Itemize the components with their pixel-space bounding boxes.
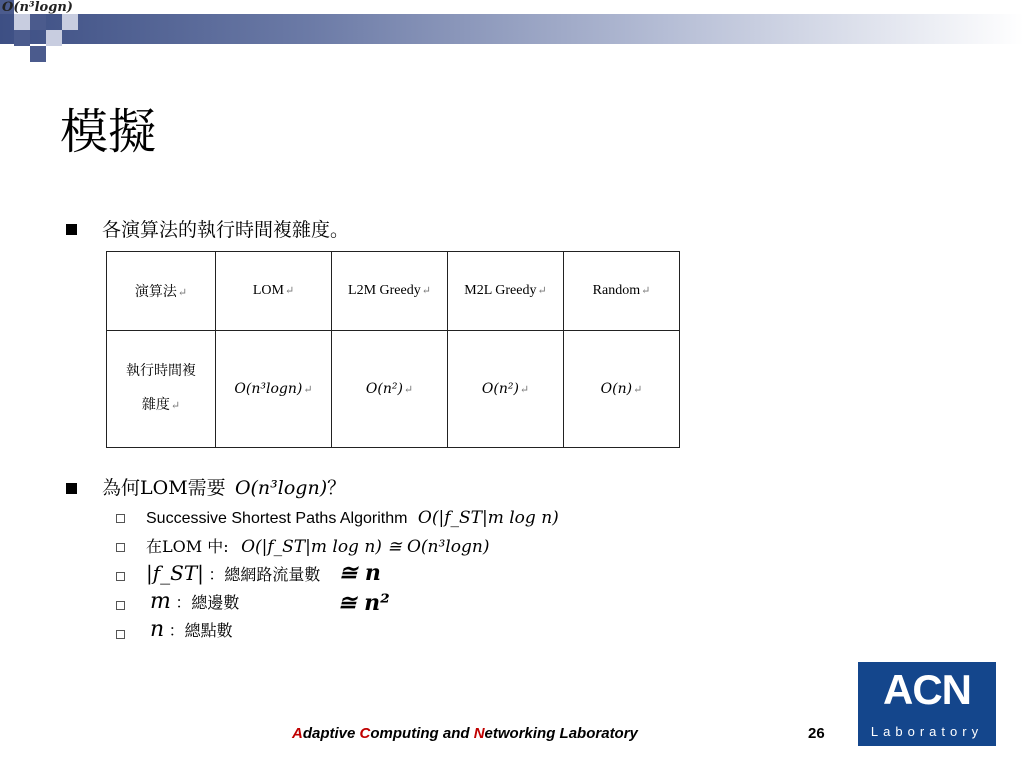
complexity-table — [106, 251, 680, 448]
table-header-cell: M2L Greedy↵ — [448, 252, 564, 331]
bullet-marker — [66, 483, 77, 494]
subbullet-marker — [116, 572, 125, 581]
page-number: 26 — [808, 725, 825, 742]
table-row-label: 執行時間複 雜度↵ — [107, 331, 216, 448]
subbullet-4-approx: ≅ n² — [338, 590, 390, 616]
logo-text: ACN — [883, 666, 971, 713]
footer-lab-name: Adaptive Computing and Networking Laboratory — [292, 725, 638, 742]
subbullet-2: 在LOM 中: O(|f_ST|m log n) ≅ O(n³logn) — [146, 537, 490, 557]
header-gradient-bar — [0, 14, 1024, 44]
table-header-cell: LOM↵ — [216, 252, 332, 331]
subbullet-4: m ：總邊數 — [150, 589, 240, 614]
subbullet-marker — [116, 630, 125, 639]
table-row — [107, 252, 680, 331]
subbullet-3: |f_ST| ：總網路流量數 ≅ n — [146, 560, 381, 586]
subbullet-5: n ：總點數 — [150, 617, 233, 642]
bullet-text-1: 各演算法的執行時間複雜度。 — [102, 219, 350, 241]
subbullet-marker — [116, 514, 125, 523]
subbullet-marker — [116, 601, 125, 610]
slide-title: 模擬 — [60, 104, 157, 160]
table-header-cell: L2M Greedy↵ — [332, 252, 448, 331]
table-header-cell: 演算法↵ — [107, 252, 216, 331]
table-cell: O(n²)↵ — [448, 331, 564, 448]
table-row — [107, 331, 680, 448]
table-cell: O(n)↵ — [564, 331, 680, 448]
acn-logo — [858, 662, 996, 746]
bullet-marker — [66, 224, 77, 235]
table-cell: O(n²)↵ — [332, 331, 448, 448]
subbullet-marker — [116, 543, 125, 552]
table-cell: O(n³logn)↵ — [216, 331, 332, 448]
subbullet-1: Successive Shortest Paths Algorithm O(|f_ST|m log n) — [146, 508, 559, 528]
logo-subtext: Laboratory — [870, 724, 984, 739]
corner-formula: O(n³logn) — [2, 0, 73, 15]
table-header-cell: Random↵ — [564, 252, 680, 331]
bullet-text-2: 為何LOM需要 O(n³logn)？ — [102, 477, 347, 499]
